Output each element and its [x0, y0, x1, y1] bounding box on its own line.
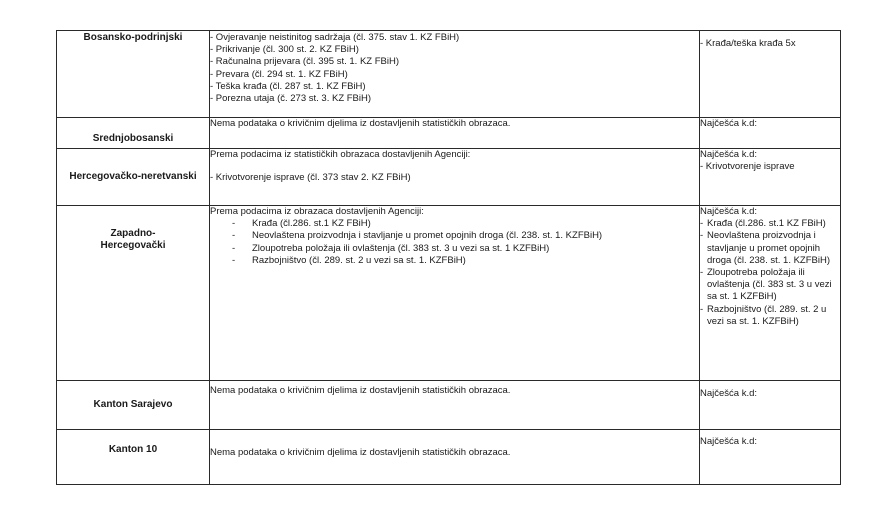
intro-text: Prema podacima iz statističkih obrazaca dostavljenih Agenciji: [210, 149, 471, 160]
most-common-label: Najčešća k.d: [700, 388, 758, 399]
bullet: - [700, 267, 704, 279]
list-item: - Prevara (čl. 294 st. 1. KZ FBiH) [210, 68, 348, 80]
crimes-cell [210, 206, 700, 381]
list-item: - Računalna prijevara (čl. 395 st. 1. KZ FBiH) [210, 56, 400, 68]
most-common-list [700, 218, 840, 328]
most-common-label: Najčešća k.d: [700, 149, 758, 160]
table-row [57, 31, 841, 118]
bullet: - [700, 230, 704, 242]
region-cell [57, 149, 210, 206]
list-item [700, 267, 840, 304]
no-data-note: Nema podataka o krivičnim djelima iz dostavljenih statističkih obrazaca. [210, 385, 511, 396]
no-data-note: Nema podataka o krivičnim djelima iz dostavljenih statističkih obrazaca. [210, 118, 511, 129]
no-data-note: Nema podataka o krivičnim djelima iz dostavljenih statističkih obrazaca. [210, 447, 511, 458]
region-cell [57, 430, 210, 485]
region-name: Zapadno- [110, 228, 156, 239]
region-name: Kanton 10 [108, 444, 158, 455]
list-item [232, 218, 699, 230]
crime-list [210, 32, 699, 105]
list-item-text: Krađa (čl.286. st.1 KZ FBiH) [252, 218, 371, 230]
region-cell [57, 118, 210, 149]
most-common-cell [700, 206, 841, 381]
table-row [57, 381, 841, 430]
table-row [57, 430, 841, 485]
region-name: Bosansko-podrinjski [83, 32, 183, 43]
crime-list [210, 218, 699, 267]
table-row [57, 118, 841, 149]
list-item [232, 243, 699, 255]
list-item-text: Neovlaštena proizvodnja i stavljanje u promet opojnih droga (čl. 238. st. 1. KZFBiH) [707, 230, 831, 266]
most-common-item: - Krađa/teška krađa 5x [700, 38, 796, 49]
region-name: Kanton Sarajevo [93, 398, 173, 410]
list-item: - Porezna utaja (č. 273 st. 3. KZ FBiH) [210, 93, 372, 105]
list-item [700, 218, 840, 230]
bullet: - [232, 230, 236, 242]
region-name: Hercegovačko-neretvanski [69, 170, 197, 182]
crimes-cell [210, 31, 700, 118]
most-common-label: Najčešća k.d: [700, 206, 758, 217]
list-item [232, 230, 699, 242]
bullet: - [700, 218, 704, 230]
most-common-label: Najčešća k.d: [700, 118, 758, 129]
list-item-text: Zloupotreba položaja ili ovlaštenja (čl. 383 st. 3 u vezi sa st. 1 KZFBiH) [707, 267, 832, 303]
list-item-text: Krađa (čl.286. st.1 KZ FBiH) [707, 218, 826, 230]
region-cell [57, 31, 210, 118]
list-item-text: Razbojništvo (čl. 289. st. 2 u vezi sa st. 1. KZFBiH) [707, 303, 827, 327]
crimes-cell [210, 149, 700, 206]
note-cell [210, 118, 700, 149]
list-item [700, 230, 840, 267]
list-item [700, 304, 840, 328]
most-common-cell [700, 381, 841, 430]
note-cell [210, 381, 700, 430]
bullet: - [232, 218, 236, 230]
region-cell [57, 206, 210, 381]
most-common-label: Najčešća k.d: [700, 436, 758, 447]
bullet: - [700, 303, 704, 315]
bullet: - [232, 242, 236, 254]
list-item-text: Razbojništvo (čl. 289. st. 2 u vezi sa st. 1. KZFBiH) [252, 254, 466, 266]
intro-text: Prema podacima iz obrazaca dostavljenih Agenciji: [210, 206, 424, 217]
crime-statistics-table [56, 30, 841, 485]
most-common-cell [700, 149, 841, 206]
table-row [57, 206, 841, 381]
note-cell [210, 430, 700, 485]
bullet: - [232, 254, 236, 266]
list-item: - Teška krađa (čl. 287 st. 1. KZ FBiH) [210, 80, 366, 92]
most-common-cell [700, 31, 841, 118]
most-common-item: - Krivotvorenje isprave [700, 161, 795, 173]
list-item-text: Neovlaštena proizvodnja i stavljanje u promet opojnih droga (čl. 238. st. 1. KZFBiH) [252, 230, 603, 242]
list-item-text: Zloupotreba položaja ili ovlaštenja (čl. 383 st. 3 u vezi sa st. 1 KZFBiH) [252, 242, 550, 254]
table-row [57, 149, 841, 206]
region-name: Hercegovački [100, 240, 166, 252]
most-common-cell [700, 430, 841, 485]
list-item [232, 255, 699, 267]
region-name: Srednjobosanski [92, 132, 174, 144]
list-item: - Ovjeravanje neistinitog sadržaja (čl. 375. stav 1. KZ FBiH) [210, 32, 460, 43]
region-cell [57, 381, 210, 430]
list-item: - Krivotvorenje isprave (čl. 373 stav 2. KZ FBiH) [210, 172, 411, 184]
most-common-cell [700, 118, 841, 149]
list-item: - Prikrivanje (čl. 300 st. 2. KZ FBiH) [210, 44, 359, 56]
